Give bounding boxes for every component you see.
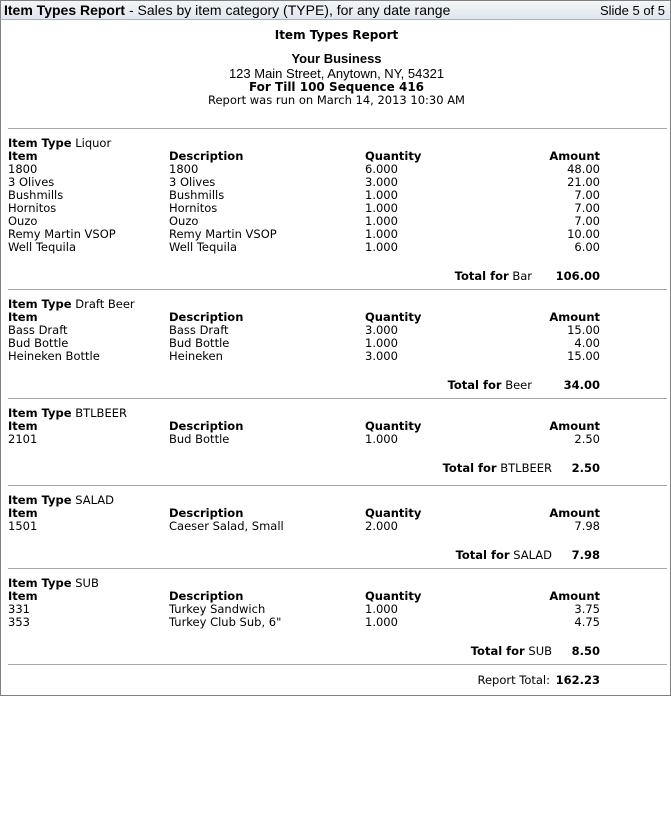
column-header-amount: Amount (549, 506, 600, 520)
column-header-quantity: Quantity (365, 506, 422, 520)
column-header-description: Description (169, 149, 244, 163)
column-header-item: Item (8, 419, 38, 433)
slide-header (0, 0, 671, 20)
till-sequence: For Till 100 Sequence 416 (248, 80, 425, 94)
item-type-heading: Item Type SALAD (8, 493, 115, 507)
column-header-quantity: Quantity (365, 310, 422, 324)
report-title: Item Types Report (274, 28, 399, 42)
section-total-label: Total for SALAD (455, 548, 552, 562)
section-total-label: Total for BTLBEER (442, 461, 552, 475)
item-type-heading: Item Type SUB (8, 576, 99, 590)
column-header-amount: Amount (549, 419, 600, 433)
slide-counter: Slide 5 of 5 (599, 3, 665, 18)
section-total-value: 2.50 (571, 461, 600, 475)
section-divider (8, 398, 667, 399)
column-header-description: Description (169, 419, 244, 433)
section-total-value: 106.00 (555, 269, 600, 283)
header-divider (8, 128, 667, 129)
column-header-quantity: Quantity (365, 149, 422, 163)
column-header-quantity: Quantity (365, 419, 422, 433)
report-page: Item Types Report Your Business 123 Main Street, Anytown, NY, 54321 For Till 100 Sequence 416 Report was run on March 14, 2013 10:30 AM Item Type Liquor Item Description Quantity Amount 1800 1800 6.000 48.00 3 Olives 3 Olives 3.000 21.00 Bushmills Bushmills 1.000 7.00 Hornitos Hornitos 1.000 7.00 Ouzo Ouzo 1.000 7.00 Remy Martin VSOP Remy Martin VSOP 1.000 10.00 Well Tequila Well Tequila 1.000 6.00 Total for Bar 106.00 Item Type Draft Beer Item Description Quantity Amount Bass Draft Bass Draft 3.000 15.00 Bud Bottle Bud Bottle 1.000 4.00 Heineken Bottle Heineken 3.000 15.00 Total for Beer 34.00 Item Type BTLBEER Item Description Quantity Amount 2101 Bud Bottle 1.000 2.50 Total for BTLBEER 2.50 Item Type SALAD Item Description Quantity Amount 1501 Caeser Salad, Small 2.000 7.98 Total for SALAD 7.98 Item Type SUB Item Description Quantity Amount 331 Turkey Sandwich 1.000 3.75 353 Turkey Club Sub, 6" 1.000 4.75 Total for SUB 8.50 Report Total: 162.23 (0, 19, 671, 696)
column-header-quantity: Quantity (365, 589, 422, 603)
report-total-value: 162.23 (555, 673, 600, 687)
column-header-description: Description (169, 310, 244, 324)
section-total-value: 7.98 (571, 548, 600, 562)
column-header-amount: Amount (549, 310, 600, 324)
section-divider (8, 568, 667, 569)
section-divider (8, 664, 667, 665)
column-header-item: Item (8, 589, 38, 603)
report-total-label: Report Total: (477, 673, 550, 687)
column-header-item: Item (8, 149, 38, 163)
section-total-value: 8.50 (571, 644, 600, 658)
business-address: 123 Main Street, Anytown, NY, 54321 (228, 66, 445, 81)
column-header-amount: Amount (549, 589, 600, 603)
column-header-amount: Amount (549, 149, 600, 163)
slide-title-subtitle: - Sales by item category (TYPE), for any date range (125, 2, 451, 18)
column-header-description: Description (169, 589, 244, 603)
slide-title (4, 1, 450, 20)
column-header-item: Item (8, 506, 38, 520)
slide-title-bold: Item Types Report (4, 2, 126, 18)
section-divider (8, 289, 667, 290)
column-header-description: Description (169, 506, 244, 520)
report-run-date: Report was run on March 14, 2013 10:30 AM (208, 93, 465, 107)
section-total-label: Total for Bar (454, 269, 532, 283)
column-header-item: Item (8, 310, 38, 324)
item-type-heading: Item Type BTLBEER (8, 406, 127, 420)
section-total-label: Total for SUB (470, 644, 552, 658)
section-total-label: Total for Beer (447, 378, 532, 392)
item-type-heading: Item Type Liquor (8, 136, 112, 150)
section-divider (8, 485, 667, 486)
business-name: Your Business (291, 51, 382, 66)
item-type-heading: Item Type Draft Beer (8, 297, 135, 311)
section-total-value: 34.00 (563, 378, 600, 392)
